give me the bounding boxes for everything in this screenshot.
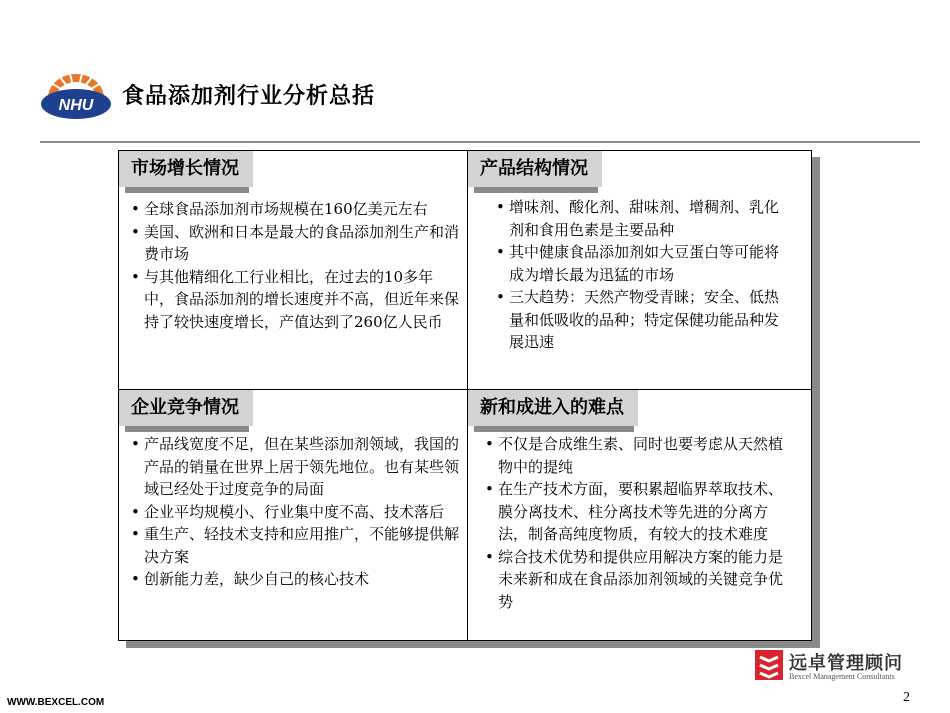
bullet-dot-icon: •	[485, 480, 494, 498]
page-number: 2	[903, 690, 910, 705]
bullet-text: 美国、欧洲和日本是最大的食品添加剂生产和消费市场	[144, 222, 460, 263]
section-tag	[468, 390, 638, 426]
bullet-dot-icon: •	[131, 525, 140, 543]
bullet-item	[496, 286, 786, 354]
bullet-list	[496, 196, 786, 354]
bullet-list	[131, 433, 461, 591]
header-divider	[40, 141, 920, 143]
section-title: 新和成进入的难点	[468, 390, 638, 426]
brand-name-cn: 远卓管理顾问	[789, 653, 903, 674]
bullet-text: 不仅是合成维生素、同时也要考虑从天然植物中的提纯	[498, 435, 784, 476]
bullet-item	[485, 433, 790, 478]
section-tag	[119, 151, 253, 187]
quadrant-market-growth	[119, 151, 467, 389]
section-title: 市场增长情况	[119, 151, 253, 187]
bullet-item	[496, 196, 786, 241]
bullet-dot-icon: •	[131, 222, 140, 241]
bexcel-mark-icon	[755, 650, 783, 680]
bullet-item	[131, 266, 461, 334]
bullet-dot-icon: •	[496, 243, 505, 261]
analysis-grid	[118, 150, 812, 641]
section-title: 产品结构情况	[468, 151, 602, 187]
bullet-text: 创新能力差，缺少自己的核心技术	[144, 570, 370, 588]
bullet-list	[485, 433, 790, 613]
bullet-dot-icon: •	[485, 547, 494, 566]
bullet-dot-icon: •	[496, 198, 505, 216]
bullet-text: 其中健康食品添加剂如大豆蛋白等可能将成为增长最为迅猛的市场	[509, 243, 780, 284]
page-title: 食品添加剂行业分析总括	[122, 83, 376, 109]
bullet-item	[131, 501, 461, 524]
bullet-dot-icon: •	[131, 200, 140, 218]
bullet-item	[131, 198, 461, 221]
bullet-dot-icon: •	[496, 288, 505, 306]
bullet-list	[131, 198, 461, 333]
bullet-text: 三大趋势：天然产物受青睐；安全、低热量和低吸收的品种；特定保健功能品种发展迅速	[509, 288, 780, 351]
logo-text: NHU	[58, 97, 94, 114]
bullet-item	[496, 241, 786, 286]
bullet-text: 增味剂、酸化剂、甜味剂、增稠剂、乳化剂和食用色素是主要品种	[509, 198, 780, 239]
bullet-dot-icon: •	[131, 267, 140, 286]
bullet-dot-icon: •	[485, 435, 494, 453]
quadrant-product-structure	[468, 151, 812, 389]
bullet-item	[485, 546, 790, 614]
quadrant-competition	[119, 390, 467, 641]
bullet-text: 综合技术优势和提供应用解决方案的能力是未来新和成在食品添加剂领域的关键竞争优势	[498, 547, 784, 611]
bullet-item	[131, 523, 461, 568]
bullet-item	[131, 568, 461, 591]
bullet-dot-icon: •	[131, 435, 140, 453]
section-title: 企业竞争情况	[119, 390, 253, 426]
nhu-logo	[40, 68, 112, 122]
section-tag	[119, 390, 253, 426]
bullet-text: 与其他精细化工行业相比，在过去的10多年中，食品添加剂的增长速度并不高，但近年来保持了较快速度增长，产值达到了260亿人民币	[144, 267, 460, 331]
bullet-item	[131, 221, 461, 266]
bullet-text: 重生产、轻技术支持和应用推广，不能够提供解决方案	[144, 525, 460, 566]
bullet-dot-icon: •	[131, 570, 140, 588]
section-tag	[468, 151, 602, 187]
bullet-text: 企业平均规模小、行业集中度不高、技术落后	[144, 502, 445, 521]
bullet-text: 全球食品添加剂市场规模在160亿美元左右	[144, 200, 428, 218]
bullet-item	[485, 478, 790, 546]
bullet-text: 在生产技术方面，要积累超临界萃取技术、膜分离技术、柱分离技术等先进的分离方法，制备高纯度物质，有较大的技术难度	[498, 480, 784, 543]
bullet-item	[131, 433, 461, 501]
brand-name-en: Bexcel Management Consultants	[789, 672, 895, 681]
bexcel-logo	[755, 650, 915, 682]
bullet-text: 产品线宽度不足，但在某些添加剂领域，我国的产品的销量在世界上居于领先地位。也有某些领域已经处于过度竞争的局面	[144, 435, 460, 498]
footer-url: WWW.BEXCEL.COM	[7, 697, 105, 708]
quadrant-entry-difficulty	[468, 390, 812, 641]
bullet-dot-icon: •	[131, 502, 140, 521]
